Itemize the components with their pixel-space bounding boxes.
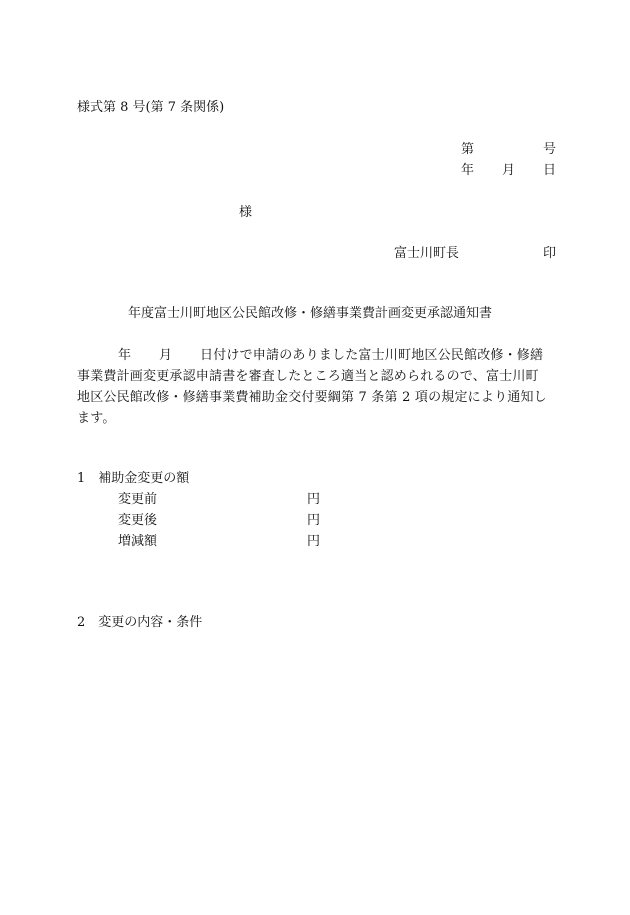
addressee-suffix: 様 xyxy=(239,205,253,220)
body-line-1: 日付けで申請のありました富士川町地区公民館改修・修繕 xyxy=(200,348,544,363)
document-title: 年度富士川町地区公民館改修・修繕事業費計画変更承認通知書 xyxy=(128,306,493,321)
body-line-4: ます。 xyxy=(77,411,116,426)
body-year: 年 xyxy=(118,348,132,363)
body-line-2: 事業費計画変更承認申請書を審査したところ適当と認められるので、富士川町 xyxy=(77,369,539,384)
form-label: 様式第 8 号(第 7 条関係) xyxy=(77,100,225,115)
section2-heading: 2 変更の内容・条件 xyxy=(77,615,203,630)
row-label-before: 変更前 xyxy=(118,492,158,507)
row-label-diff: 増減額 xyxy=(118,534,158,549)
number-suffix: 号 xyxy=(543,142,557,157)
number-prefix: 第 xyxy=(461,142,475,157)
row-unit-diff: 円 xyxy=(307,534,321,549)
date-year: 年 xyxy=(461,163,475,178)
section1-heading: 1 補助金変更の額 xyxy=(77,471,190,486)
row-unit-after: 円 xyxy=(307,513,321,528)
body-month: 月 xyxy=(159,348,173,363)
row-label-after: 変更後 xyxy=(118,513,158,528)
issuer-name: 富士川町長 xyxy=(394,246,460,261)
body-line-3: 地区公民館改修・修繕事業費補助金交付要綱第 7 条第 2 項の規定により通知し xyxy=(77,390,547,405)
date-day: 日 xyxy=(543,163,557,178)
date-month: 月 xyxy=(502,163,516,178)
issuer-seal: 印 xyxy=(543,246,557,261)
row-unit-before: 円 xyxy=(307,492,321,507)
